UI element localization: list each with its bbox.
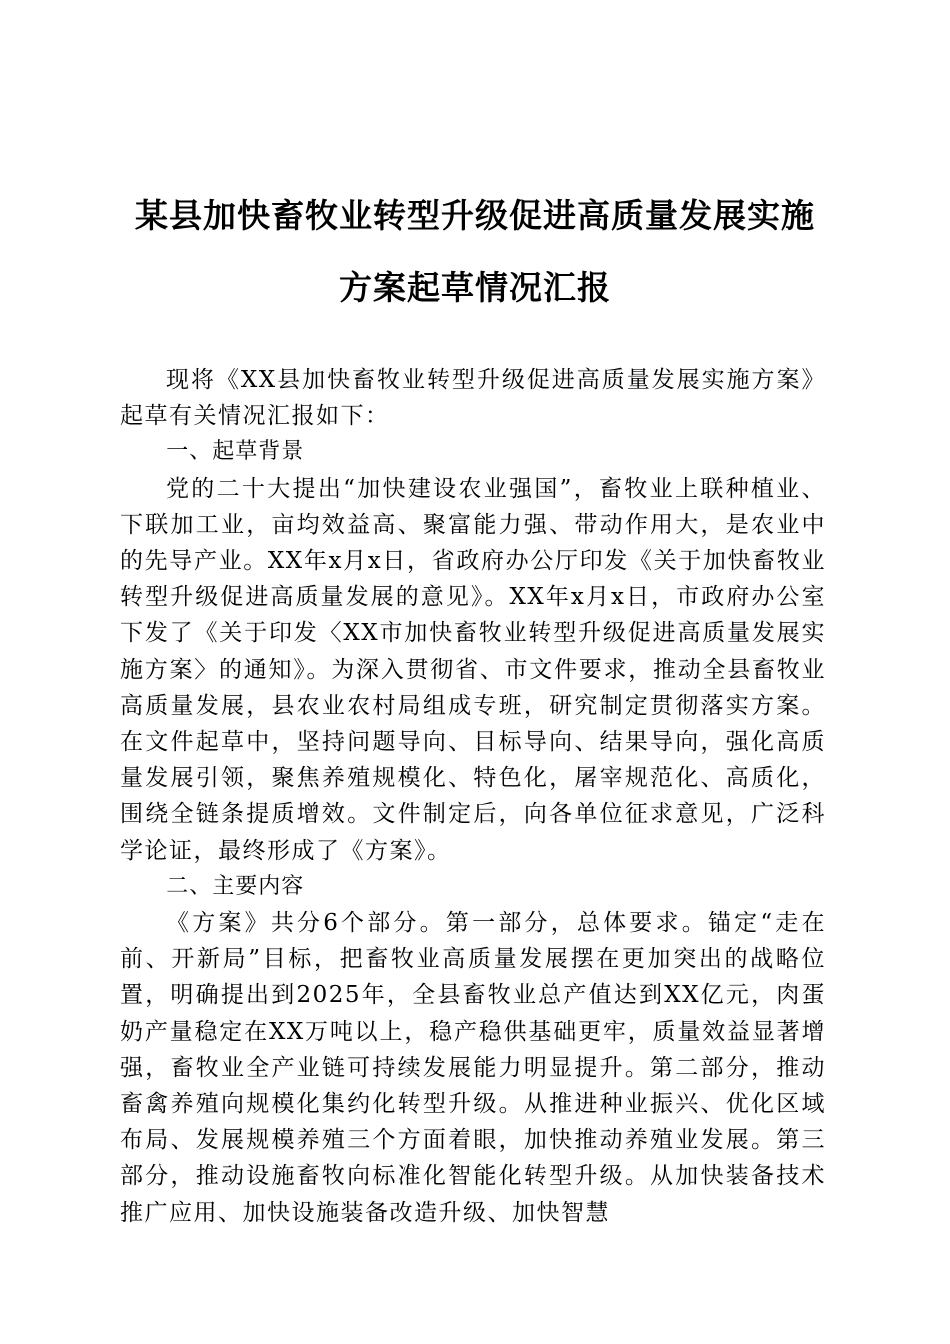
section-heading-main-content: 二、主要内容 (166, 873, 305, 899)
intro-paragraph: 现将《XX县加快畜牧业转型升级促进高质量发展实施方案》起草有关情况汇报如下： (120, 367, 826, 430)
section-heading-background: 一、起草背景 (166, 439, 305, 465)
section-body-background: 党的二十大提出“加快建设农业强国”，畜牧业上联种植业、下联加工业，亩均效益高、聚富能力强、带动作用大，是农业中的先导产业。XX年x月x日，省政府办公厅印发《关于加快畜牧业转型升级促进高质量发展的意见》。XX年x月x日，市政府办公室下发了《关于印发〈XX市加快畜牧业转型升级促进高质量发展实施方案〉的通知》。为深入贯彻省、市文件要求，推动全县畜牧业高质量发展，县农业农村局组成专班，研究制定贯彻落实方案。在文件起草中，坚持问题导向、目标导向、结果导向，强化高质量发展引领，聚焦养殖规模化、特色化，屠宰规范化、高质化，围绕全链条提质增效。文件制定后，向各单位征求意见，广泛科学论证，最终形成了《方案》。 (120, 475, 826, 864)
section-body-main-content: 《方案》共分6个部分。第一部分，总体要求。锚定“走在前、开新局”目标，把畜牧业高质量发展摆在更加突出的战略位置，明确提出到2025年，全县畜牧业总产值达到XX亿元，肉蛋奶产量稳定在XX万吨以上，稳产稳供基础更牢，质量效益显著增强，畜牧业全产业链可持续发展能力明显提升。第二部分，推动畜禽养殖向规模化集约化转型升级。从推进种业振兴、优化区域布局、发展规模养殖三个方面着眼，加快推动养殖业发展。第三部分，推动设施畜牧向标准化智能化转型升级。从加快装备技术推广应用、加快设施装备改造升级、加快智慧 (120, 910, 826, 1226)
document-title-line-2: 方案起草情况汇报 (339, 268, 611, 307)
document-body (120, 362, 826, 1231)
document-title-line-1: 某县加快畜牧业转型升级促进高质量发展实施 (135, 196, 815, 235)
